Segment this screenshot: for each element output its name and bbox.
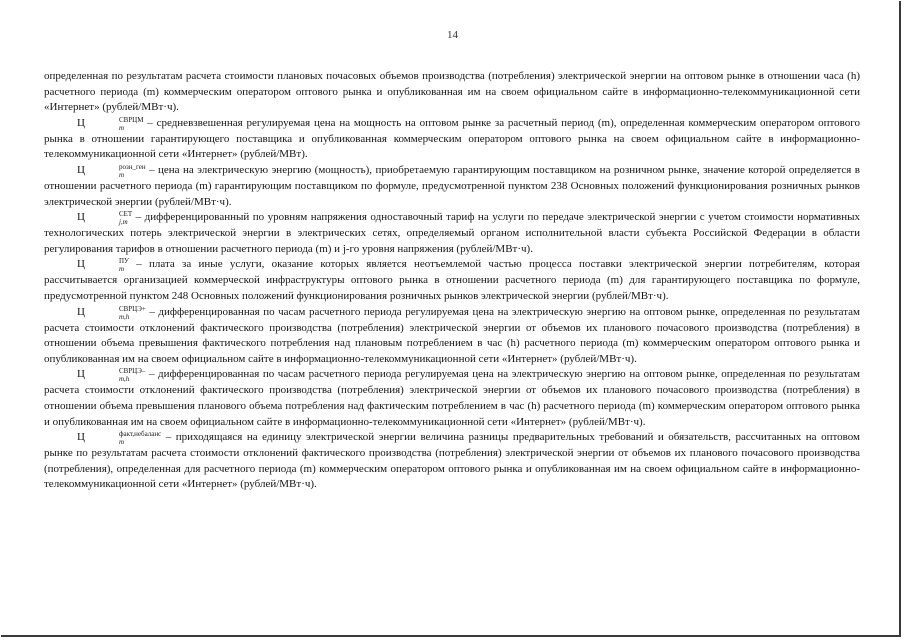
definition-svrce-plus bbox=[44, 305, 860, 368]
symbol-subscript: m bbox=[118, 265, 125, 274]
definition-text: – приходящаяся на единицу электрической энергии величина разницы предварительных требований и обязательств, рассчитанных на оптовом рынке по результатам расчета стоимости отклонений фактического производства (потребления) электрической энергии от объемов их планового почасового производства (потребления), определенная для расчетного периода (m) коммерческим оператором оптового рынка и опубликованная им на своем официальном сайте в информационно-телекоммуникационной сети «Интернет» (рублей/МВт·ч). bbox=[44, 431, 860, 491]
formula-symbol bbox=[77, 367, 146, 384]
symbol-base: Ц bbox=[77, 368, 85, 381]
definition-text: – средневзвешенная регулируемая цена на мощность на оптовом рынке за расчетный период (m), определенная коммерческим оператором оптового рынка в отношении гарантирующего поставщика и опубликованная коммерческим оператором оптового рынка на своем официальном сайте в информационно-телекоммуникационной сети «Интернет» (рублей/МВт). bbox=[44, 116, 860, 161]
definition-text: – дифференцированный по уровням напряжения одноставочный тариф на услуги по передаче электрической энергии с учетом стоимости нормативных технологических потерь электрической энергии в электрических сетях, определяемый органом исполнительной власти субъекта Российской Федерации в области регулирования тарифов в отношении расчетного периода (m) и j-го уровня напряжения (рублей/МВт·ч). bbox=[44, 211, 860, 255]
definition-text: – дифференцированная по часам расчетного периода регулируемая цена на электрическую энергию на оптовом рынке, определенная по результатам расчета стоимости отклонений фактического производства (потребления) электрической энергии от объемов их планового почасового производства (потребления) в отношении объема превышения планового объема потребления над фактическим потреблением в час (h) расчетного периода (m) коммерческим оператором оптового рынка и опубликованная им на своем официальном сайте в информационно-телекоммуникационной сети «Интернет» (рублей/МВт·ч). bbox=[44, 368, 860, 428]
definition-fakt-nebalans bbox=[44, 430, 860, 493]
symbol-base: Ц bbox=[77, 305, 85, 318]
document-body bbox=[44, 69, 860, 493]
symbol-superscript: факт,небаланс bbox=[118, 430, 162, 439]
definition-tsvrcm bbox=[44, 116, 860, 163]
symbol-superscript: ПУ bbox=[118, 257, 129, 266]
formula-symbol bbox=[77, 162, 146, 179]
symbol-superscript: розн_ген bbox=[118, 162, 146, 171]
symbol-base: Ц bbox=[77, 258, 85, 271]
paragraph-continuation bbox=[44, 69, 860, 116]
symbol-subscript: m,h bbox=[118, 312, 130, 321]
symbol-superscript: СВРЦЭ+ bbox=[118, 304, 146, 313]
definition-pu bbox=[44, 257, 860, 304]
formula-symbol bbox=[77, 257, 129, 274]
formula-symbol bbox=[77, 210, 133, 227]
symbol-subscript: m bbox=[118, 438, 125, 447]
formula-symbol bbox=[77, 304, 146, 321]
definition-text: – плата за иные услуги, оказание которых является неотъемлемой частью процесса поставки электрической энергии потребителям, которая рассчитывается организацией коммерческой инфраструктуры оптового рынка в отношении расчетного периода (m) для гарантирующего поставщика по формуле, предусмотренной пунктом 248 Основных положений функционирования розничных рынков электрической энергии (рублей/МВт·ч). bbox=[44, 258, 860, 302]
formula-symbol bbox=[77, 115, 144, 132]
symbol-superscript: СВРЦЭ– bbox=[118, 367, 146, 376]
symbol-base: Ц bbox=[77, 211, 85, 224]
symbol-superscript: СВРЦМ bbox=[118, 115, 144, 124]
symbol-subscript: m bbox=[118, 123, 125, 132]
symbol-subscript: m,h bbox=[118, 375, 130, 384]
formula-symbol bbox=[77, 430, 162, 447]
symbol-subscript: m bbox=[118, 170, 125, 179]
definition-text: – дифференцированная по часам расчетного периода регулируемая цена на электрическую энергию на оптовом рынке, определенная по результатам расчета стоимости отклонений фактического производства (потребления) электрической энергии от объемов их планового почасового производства (потребления) в отношении объема превышения фактического потребления над плановым потреблением в час (h) расчетного периода (m) коммерческим оператором оптового рынка и опубликованная им на своем официальном сайте в информационно-телекоммуникационной сети «Интернет» (рублей/МВт·ч). bbox=[44, 305, 860, 365]
definition-set bbox=[44, 210, 860, 257]
symbol-superscript: СЕТ bbox=[118, 210, 133, 219]
definition-svrce-minus bbox=[44, 367, 860, 430]
symbol-base: Ц bbox=[77, 163, 85, 176]
page-number: 14 bbox=[447, 29, 458, 41]
definition-text: – цена на электрическую энергию (мощность), приобретаемую гарантирующим поставщиком на розничном рынке, значение которой определяется в отношении расчетного периода (m) гарантирующим поставщиком по формуле, предусмотренной пунктом 238 Основных положений функционирования розничных рынков электрической энергии (рублей/МВт·ч). bbox=[44, 163, 860, 208]
symbol-base: Ц bbox=[77, 431, 85, 444]
definition-rozn-gen bbox=[44, 163, 860, 210]
symbol-base: Ц bbox=[77, 116, 85, 129]
paragraph-text: определенная по результатам расчета стоимости плановых почасовых объемов производства (потребления) электрической энергии на оптовом рынке в отношении часа (h) расчетного периода (m) коммерческим оператором оптового рынка и опубликованная им на своем официальном сайте в информационно-телекоммуникационной сети «Интернет» (рублей/МВт·ч). bbox=[44, 70, 860, 114]
symbol-subscript: j,m bbox=[118, 218, 128, 227]
